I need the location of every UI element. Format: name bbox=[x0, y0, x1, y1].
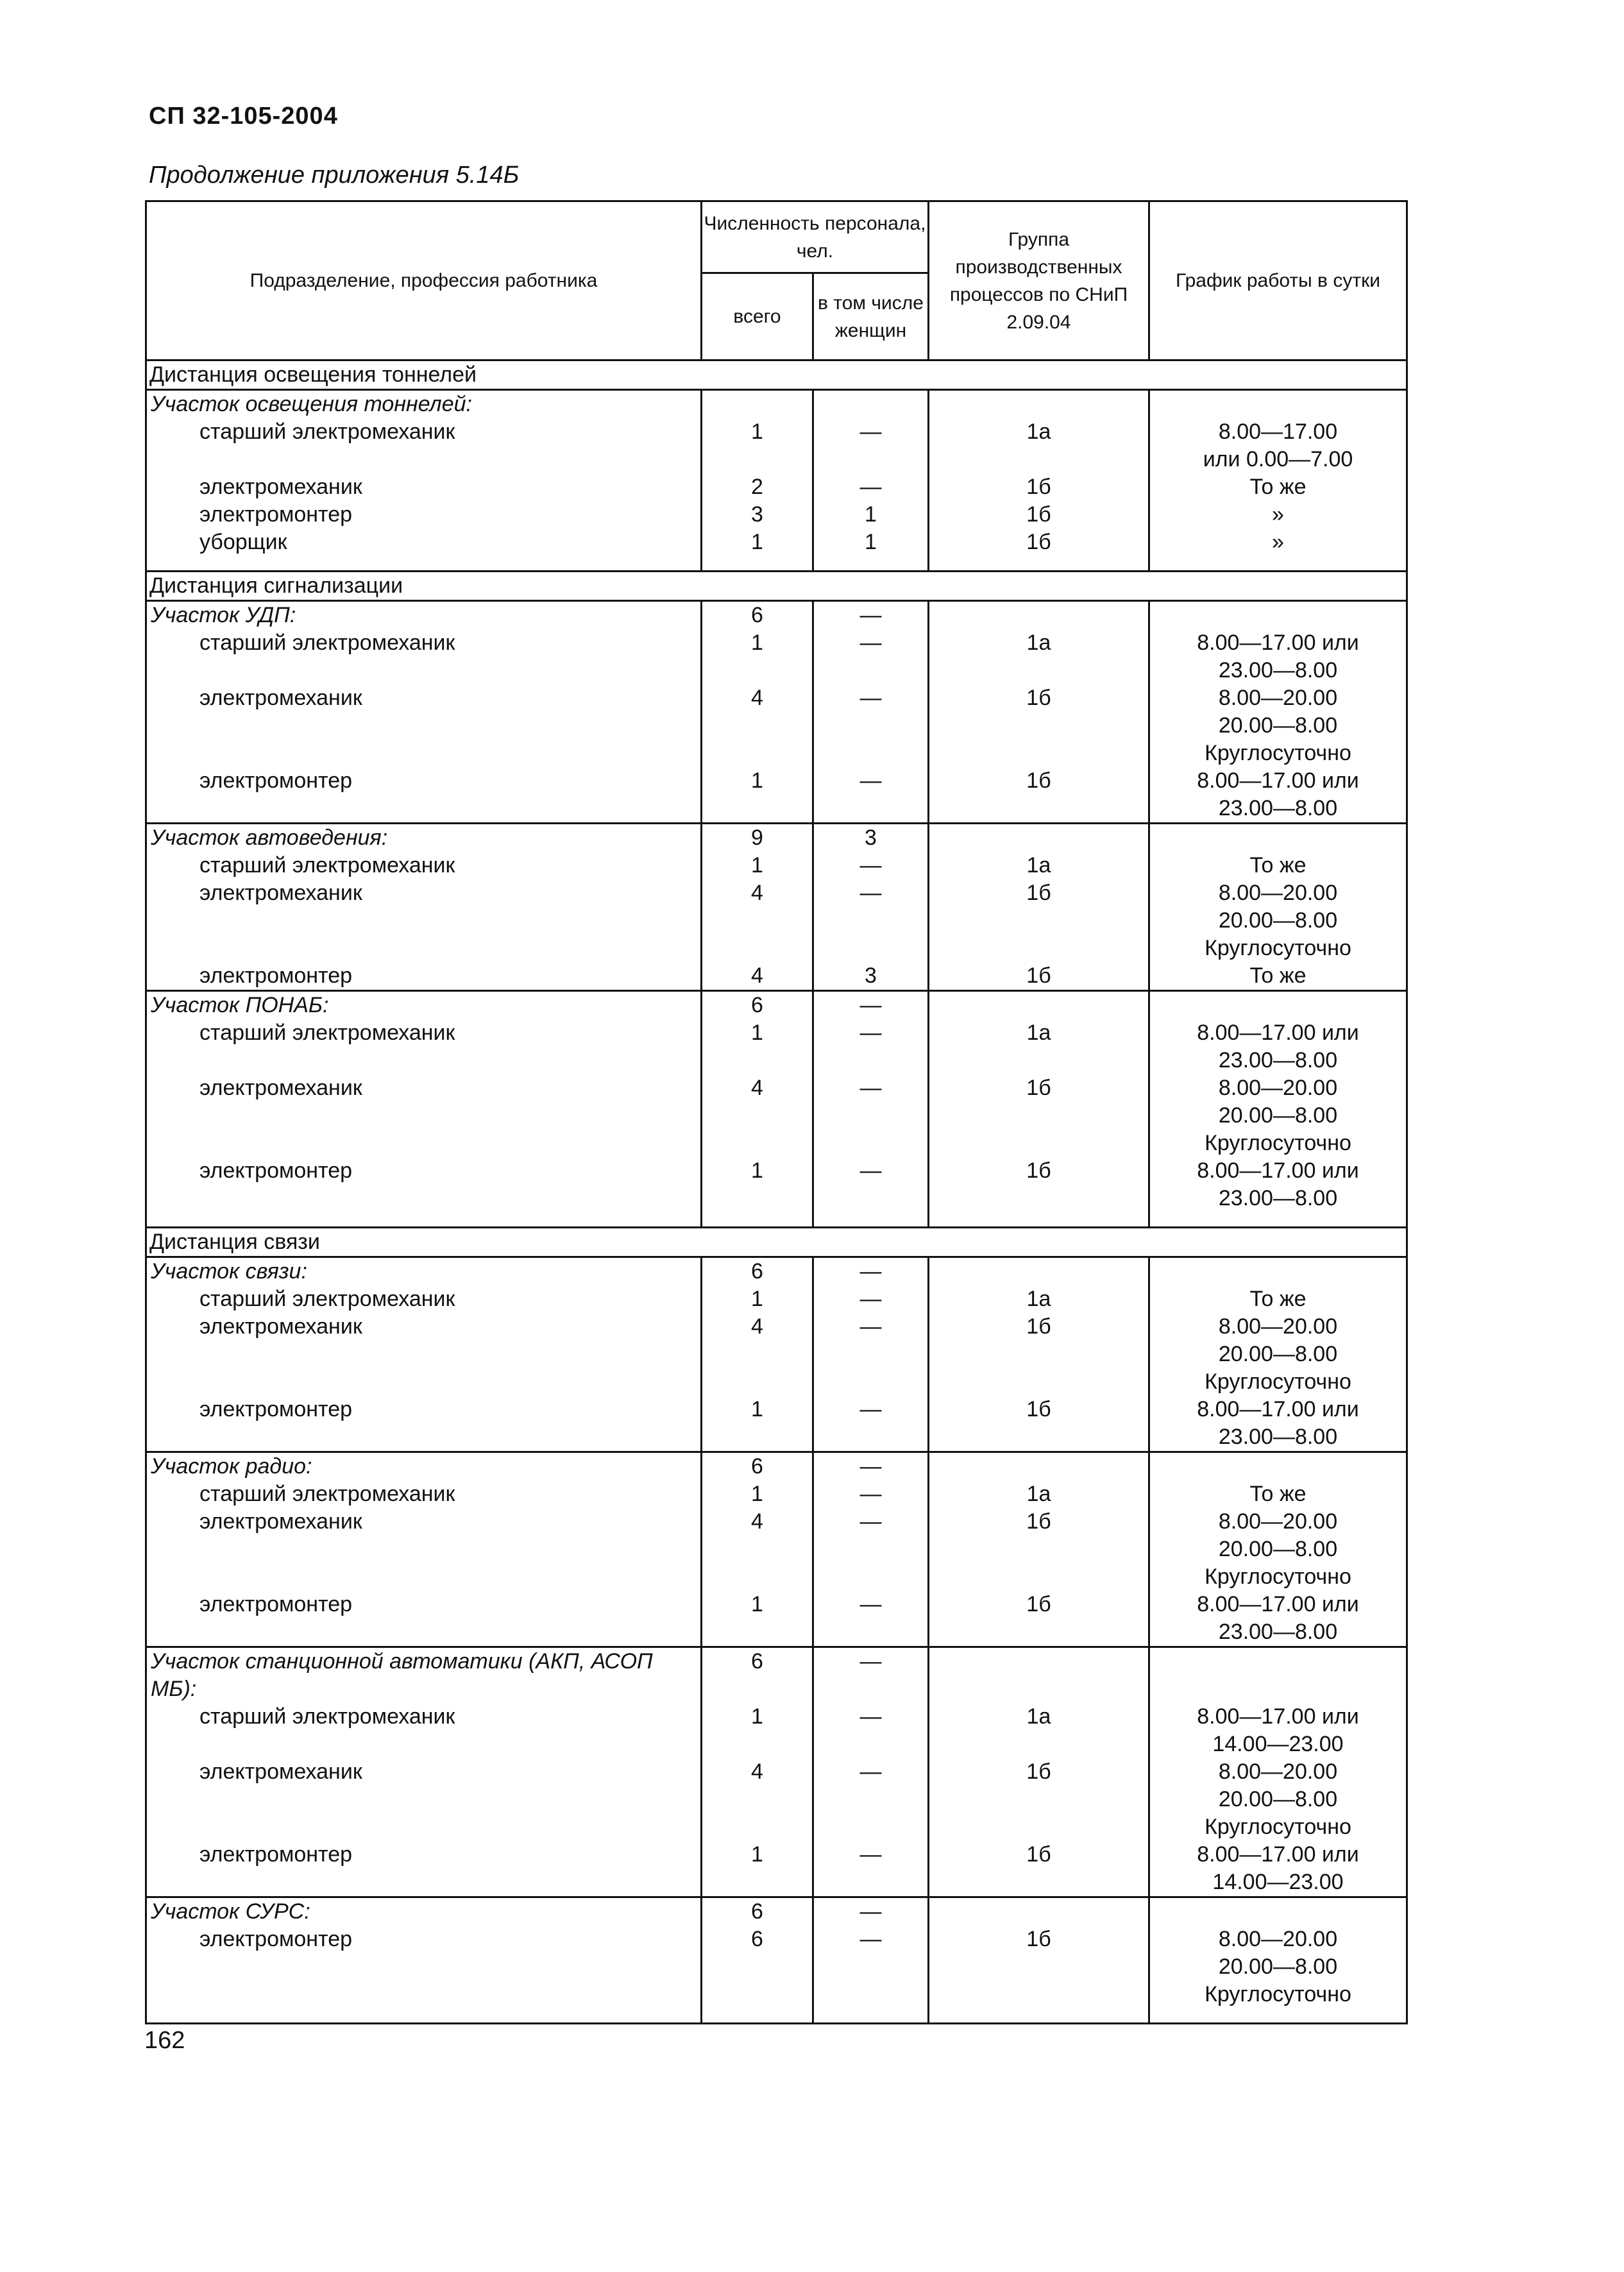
profession-name: электромонтер bbox=[146, 1396, 702, 1452]
schedule-line: Круглосуточно bbox=[1205, 1131, 1351, 1155]
section-spacer bbox=[146, 2008, 1407, 2024]
subsection-schedule bbox=[1149, 1647, 1407, 1704]
subsection-row bbox=[146, 601, 1407, 630]
subsection-schedule bbox=[1149, 390, 1407, 419]
staff-total: 4 bbox=[702, 684, 813, 767]
table-row bbox=[146, 1758, 1407, 1841]
process-group: 1б bbox=[929, 767, 1149, 824]
subsection-group bbox=[929, 1647, 1149, 1704]
staff-total: 4 bbox=[702, 1074, 813, 1157]
schedule-line: 20.00—8.00 bbox=[1218, 908, 1338, 933]
profession-name: старший электромеханик bbox=[146, 418, 702, 473]
process-group: 1б bbox=[929, 1074, 1149, 1157]
section-spacer bbox=[146, 556, 1407, 572]
schedule-line: 20.00—8.00 bbox=[1218, 713, 1338, 738]
subsection-title: Участок автоведения: bbox=[146, 824, 702, 852]
profession-name: электромеханик bbox=[146, 1074, 702, 1157]
process-group: 1б bbox=[929, 1591, 1149, 1647]
process-group: 1а bbox=[929, 418, 1149, 473]
process-group: 1б bbox=[929, 879, 1149, 962]
subsection-total: 6 bbox=[702, 1897, 813, 1926]
work-schedule bbox=[1149, 962, 1407, 991]
staff-total: 1 bbox=[702, 1285, 813, 1313]
schedule-line: 23.00—8.00 bbox=[1218, 1048, 1338, 1072]
subsection-row bbox=[146, 1897, 1407, 1926]
staff-total: 4 bbox=[702, 879, 813, 962]
staff-women: — bbox=[813, 1841, 929, 1897]
staff-women: — bbox=[813, 1157, 929, 1212]
work-schedule bbox=[1149, 418, 1407, 473]
subsection-row bbox=[146, 824, 1407, 852]
subsection-schedule bbox=[1149, 601, 1407, 630]
header-total: всего bbox=[702, 273, 813, 360]
schedule-line: 14.00—23.00 bbox=[1212, 1870, 1344, 1894]
schedule-line: 23.00—8.00 bbox=[1218, 796, 1338, 820]
subsection-women: — bbox=[813, 601, 929, 630]
staff-women: — bbox=[813, 852, 929, 879]
profession-name: старший электромеханик bbox=[146, 1285, 702, 1313]
process-group: 1а bbox=[929, 1019, 1149, 1074]
staff-women: — bbox=[813, 418, 929, 473]
schedule-line: 8.00—17.00 или bbox=[1197, 1842, 1359, 1867]
header-subdivision: Подразделение, профессия работника bbox=[146, 201, 702, 360]
profession-name: электромонтер bbox=[146, 1157, 702, 1212]
staff-total: 1 bbox=[702, 1157, 813, 1212]
subsection-total: 6 bbox=[702, 1257, 813, 1286]
work-schedule bbox=[1149, 1019, 1407, 1074]
work-schedule bbox=[1149, 1841, 1407, 1897]
work-schedule bbox=[1149, 1074, 1407, 1157]
schedule-line: Круглосуточно bbox=[1205, 936, 1351, 960]
staff-women: — bbox=[813, 1703, 929, 1758]
profession-name: старший электромеханик bbox=[146, 1480, 702, 1508]
subsection-row bbox=[146, 1452, 1407, 1481]
profession-name: электромонтер bbox=[146, 962, 702, 991]
schedule-line: 20.00—8.00 bbox=[1218, 1787, 1338, 1811]
table-row bbox=[146, 962, 1407, 991]
staff-total: 3 bbox=[702, 501, 813, 529]
continuation-caption: Продолжение приложения 5.14Б bbox=[149, 162, 520, 189]
work-schedule bbox=[1149, 629, 1407, 684]
work-schedule bbox=[1149, 501, 1407, 529]
process-group: 1б bbox=[929, 501, 1149, 529]
subsection-group bbox=[929, 1897, 1149, 1926]
table-row bbox=[146, 418, 1407, 473]
process-group: 1б bbox=[929, 684, 1149, 767]
staff-total: 4 bbox=[702, 1508, 813, 1591]
staff-women: 1 bbox=[813, 501, 929, 529]
section-row bbox=[146, 1228, 1407, 1257]
subsection-women: — bbox=[813, 991, 929, 1020]
schedule-line: Круглосуточно bbox=[1205, 741, 1351, 765]
subsection-women bbox=[813, 390, 929, 419]
profession-name: электромеханик bbox=[146, 1508, 702, 1591]
staff-total: 1 bbox=[702, 1841, 813, 1897]
work-schedule bbox=[1149, 1591, 1407, 1647]
staff-women: — bbox=[813, 1480, 929, 1508]
schedule-line: Круглосуточно bbox=[1205, 1369, 1351, 1394]
schedule-line: 8.00—17.00 bbox=[1218, 420, 1338, 444]
subsection-women: — bbox=[813, 1647, 929, 1704]
work-schedule bbox=[1149, 1157, 1407, 1212]
subsection-title: Участок СУРС: bbox=[146, 1897, 702, 1926]
subsection-row bbox=[146, 390, 1407, 419]
table-row bbox=[146, 1591, 1407, 1647]
table-row bbox=[146, 1396, 1407, 1452]
subsection-schedule bbox=[1149, 1897, 1407, 1926]
staff-total: 2 bbox=[702, 473, 813, 501]
process-group: 1б bbox=[929, 1926, 1149, 2008]
work-schedule bbox=[1149, 1926, 1407, 2008]
table-row bbox=[146, 1508, 1407, 1591]
work-schedule bbox=[1149, 852, 1407, 879]
schedule-line: 14.00—23.00 bbox=[1212, 1732, 1344, 1756]
staff-women: 1 bbox=[813, 529, 929, 556]
schedule-line: То же bbox=[1249, 853, 1307, 877]
staff-total: 4 bbox=[702, 1758, 813, 1841]
table-body bbox=[146, 360, 1407, 2024]
schedule-line: 23.00—8.00 bbox=[1218, 1425, 1338, 1449]
process-group: 1б bbox=[929, 1157, 1149, 1212]
staff-women: — bbox=[813, 1508, 929, 1591]
schedule-line: 23.00—8.00 bbox=[1218, 658, 1338, 682]
staff-women: 3 bbox=[813, 962, 929, 991]
profession-name: уборщик bbox=[146, 529, 702, 556]
process-group: 1а bbox=[929, 1480, 1149, 1508]
profession-name: электромонтер bbox=[146, 1591, 702, 1647]
work-schedule bbox=[1149, 1285, 1407, 1313]
table-row bbox=[146, 1926, 1407, 2008]
schedule-line: Круглосуточно bbox=[1205, 1564, 1351, 1589]
table-row bbox=[146, 629, 1407, 684]
schedule-line: 8.00—17.00 или bbox=[1197, 631, 1359, 655]
staff-women: — bbox=[813, 1285, 929, 1313]
work-schedule bbox=[1149, 1313, 1407, 1396]
staff-women: — bbox=[813, 767, 929, 824]
schedule-line: 23.00—8.00 bbox=[1218, 1620, 1338, 1644]
page-number: 162 bbox=[144, 2027, 185, 2054]
schedule-line: Круглосуточно bbox=[1205, 1982, 1351, 2006]
table-row bbox=[146, 1074, 1407, 1157]
table-row bbox=[146, 879, 1407, 962]
profession-name: электромеханик bbox=[146, 879, 702, 962]
work-schedule bbox=[1149, 684, 1407, 767]
process-group: 1б bbox=[929, 1841, 1149, 1897]
staff-women: — bbox=[813, 879, 929, 962]
subsection-women: — bbox=[813, 1452, 929, 1481]
profession-name: старший электромеханик bbox=[146, 1703, 702, 1758]
staff-women: — bbox=[813, 1758, 929, 1841]
subsection-group bbox=[929, 390, 1149, 419]
staff-total: 1 bbox=[702, 1019, 813, 1074]
subsection-row bbox=[146, 1257, 1407, 1286]
header-process-group: Группа производственных процессов по СНиП 2.09.04 bbox=[929, 201, 1149, 360]
subsection-row bbox=[146, 991, 1407, 1020]
process-group: 1а bbox=[929, 629, 1149, 684]
subsection-title: Участок связи: bbox=[146, 1257, 702, 1286]
work-schedule bbox=[1149, 767, 1407, 824]
subsection-group bbox=[929, 601, 1149, 630]
schedule-line: или 0.00—7.00 bbox=[1203, 447, 1353, 471]
schedule-line: 20.00—8.00 bbox=[1218, 1342, 1338, 1366]
subsection-schedule bbox=[1149, 1452, 1407, 1481]
schedule-line: 8.00—20.00 bbox=[1218, 1314, 1338, 1339]
process-group: 1а bbox=[929, 1285, 1149, 1313]
subsection-total: 9 bbox=[702, 824, 813, 852]
profession-name: старший электромеханик bbox=[146, 1019, 702, 1074]
staff-total: 1 bbox=[702, 1396, 813, 1452]
staff-total: 1 bbox=[702, 629, 813, 684]
table-row bbox=[146, 1157, 1407, 1212]
section-spacer bbox=[146, 1212, 1407, 1228]
work-schedule bbox=[1149, 1703, 1407, 1758]
schedule-line: 8.00—17.00 или bbox=[1197, 1592, 1359, 1616]
subsection-group bbox=[929, 1257, 1149, 1286]
staff-women: — bbox=[813, 1074, 929, 1157]
schedule-line: 8.00—20.00 bbox=[1218, 686, 1338, 710]
staff-women: — bbox=[813, 1591, 929, 1647]
subsection-group bbox=[929, 824, 1149, 852]
profession-name: электромонтер bbox=[146, 1926, 702, 2008]
work-schedule bbox=[1149, 1480, 1407, 1508]
schedule-line: То же bbox=[1249, 1482, 1307, 1506]
process-group: 1б bbox=[929, 529, 1149, 556]
subsection-women: 3 bbox=[813, 824, 929, 852]
subsection-total: 6 bbox=[702, 1452, 813, 1481]
section-row bbox=[146, 572, 1407, 601]
schedule-line: 8.00—17.00 или bbox=[1197, 1158, 1359, 1183]
schedule-line: 8.00—20.00 bbox=[1218, 1759, 1338, 1784]
subsection-total: 6 bbox=[702, 601, 813, 630]
subsection-title: Участок радио: bbox=[146, 1452, 702, 1481]
table-row bbox=[146, 1285, 1407, 1313]
section-title: Дистанция сигнализации bbox=[146, 572, 1407, 601]
subsection-women: — bbox=[813, 1897, 929, 1926]
schedule-line: 8.00—20.00 bbox=[1218, 1927, 1338, 1951]
profession-name: старший электромеханик bbox=[146, 629, 702, 684]
subsection-group bbox=[929, 1452, 1149, 1481]
schedule-line: » bbox=[1272, 530, 1284, 554]
staff-total: 1 bbox=[702, 529, 813, 556]
staff-total: 1 bbox=[702, 418, 813, 473]
staff-total: 6 bbox=[702, 1926, 813, 2008]
staff-women: — bbox=[813, 684, 929, 767]
subsection-total bbox=[702, 390, 813, 419]
profession-name: электромонтер bbox=[146, 501, 702, 529]
schedule-line: 8.00—17.00 или bbox=[1197, 1704, 1359, 1729]
staff-women: — bbox=[813, 629, 929, 684]
table-row bbox=[146, 501, 1407, 529]
subsection-title: Участок УДП: bbox=[146, 601, 702, 630]
subsection-title: Участок освещения тоннелей: bbox=[146, 390, 702, 419]
subsection-schedule bbox=[1149, 824, 1407, 852]
subsection-group bbox=[929, 991, 1149, 1020]
work-schedule bbox=[1149, 529, 1407, 556]
staff-total: 1 bbox=[702, 1591, 813, 1647]
staff-table bbox=[145, 200, 1408, 2024]
schedule-line: То же bbox=[1249, 475, 1307, 499]
table-row bbox=[146, 1019, 1407, 1074]
document-code: СП 32-105-2004 bbox=[149, 103, 338, 130]
staff-total: 1 bbox=[702, 852, 813, 879]
subsection-women: — bbox=[813, 1257, 929, 1286]
header-women: в том числе женщин bbox=[813, 273, 929, 360]
header-staff-count: Численность персонала, чел. bbox=[702, 201, 929, 273]
schedule-line: 23.00—8.00 bbox=[1218, 1186, 1338, 1210]
process-group: 1а bbox=[929, 852, 1149, 879]
staff-total: 1 bbox=[702, 767, 813, 824]
subsection-schedule bbox=[1149, 1257, 1407, 1286]
profession-name: электромонтер bbox=[146, 767, 702, 824]
process-group: 1б bbox=[929, 962, 1149, 991]
subsection-total: 6 bbox=[702, 991, 813, 1020]
schedule-line: 20.00—8.00 bbox=[1218, 1954, 1338, 1979]
staff-women: — bbox=[813, 1313, 929, 1396]
staff-women: — bbox=[813, 1396, 929, 1452]
subsection-total: 6 bbox=[702, 1647, 813, 1704]
work-schedule bbox=[1149, 1396, 1407, 1452]
table-row bbox=[146, 1703, 1407, 1758]
table-row bbox=[146, 767, 1407, 824]
subsection-title: Участок ПОНАБ: bbox=[146, 991, 702, 1020]
schedule-line: 8.00—17.00 или bbox=[1197, 1397, 1359, 1421]
work-schedule bbox=[1149, 473, 1407, 501]
profession-name: электромеханик bbox=[146, 684, 702, 767]
subsection-row bbox=[146, 1647, 1407, 1704]
subsection-schedule bbox=[1149, 991, 1407, 1020]
schedule-line: » bbox=[1272, 502, 1284, 527]
schedule-line: 20.00—8.00 bbox=[1218, 1103, 1338, 1128]
schedule-line: 8.00—20.00 bbox=[1218, 1509, 1338, 1534]
section-title: Дистанция освещения тоннелей bbox=[146, 360, 1407, 390]
profession-name: электромонтер bbox=[146, 1841, 702, 1897]
staff-total: 4 bbox=[702, 962, 813, 991]
table-row bbox=[146, 473, 1407, 501]
schedule-line: 20.00—8.00 bbox=[1218, 1537, 1338, 1561]
work-schedule bbox=[1149, 1508, 1407, 1591]
table-row bbox=[146, 529, 1407, 556]
staff-total: 1 bbox=[702, 1480, 813, 1508]
process-group: 1б bbox=[929, 1313, 1149, 1396]
profession-name: электромеханик bbox=[146, 473, 702, 501]
header-schedule: График работы в сутки bbox=[1149, 201, 1407, 360]
table-header bbox=[146, 201, 1407, 360]
process-group: 1а bbox=[929, 1703, 1149, 1758]
schedule-line: 8.00—20.00 bbox=[1218, 881, 1338, 905]
work-schedule bbox=[1149, 879, 1407, 962]
process-group: 1б bbox=[929, 1758, 1149, 1841]
section-row bbox=[146, 360, 1407, 390]
schedule-line: 8.00—20.00 bbox=[1218, 1076, 1338, 1100]
schedule-line: Круглосуточно bbox=[1205, 1815, 1351, 1839]
staff-total: 1 bbox=[702, 1703, 813, 1758]
process-group: 1б bbox=[929, 1396, 1149, 1452]
profession-name: электромеханик bbox=[146, 1313, 702, 1396]
schedule-line: 8.00—17.00 или bbox=[1197, 1021, 1359, 1045]
process-group: 1б bbox=[929, 473, 1149, 501]
work-schedule bbox=[1149, 1758, 1407, 1841]
table-row bbox=[146, 684, 1407, 767]
profession-name: электромеханик bbox=[146, 1758, 702, 1841]
profession-name: старший электромеханик bbox=[146, 852, 702, 879]
schedule-line: То же bbox=[1249, 963, 1307, 988]
subsection-title: Участок станционной автоматики (АКП, АСОП МБ): bbox=[146, 1647, 702, 1704]
table-row bbox=[146, 1313, 1407, 1396]
table-row bbox=[146, 1841, 1407, 1897]
staff-women: — bbox=[813, 473, 929, 501]
schedule-line: То же bbox=[1249, 1287, 1307, 1311]
schedule-line: 8.00—17.00 или bbox=[1197, 768, 1359, 793]
staff-total: 4 bbox=[702, 1313, 813, 1396]
table-row bbox=[146, 1480, 1407, 1508]
section-title: Дистанция связи bbox=[146, 1228, 1407, 1257]
staff-women: — bbox=[813, 1926, 929, 2008]
table-row bbox=[146, 852, 1407, 879]
process-group: 1б bbox=[929, 1508, 1149, 1591]
staff-women: — bbox=[813, 1019, 929, 1074]
